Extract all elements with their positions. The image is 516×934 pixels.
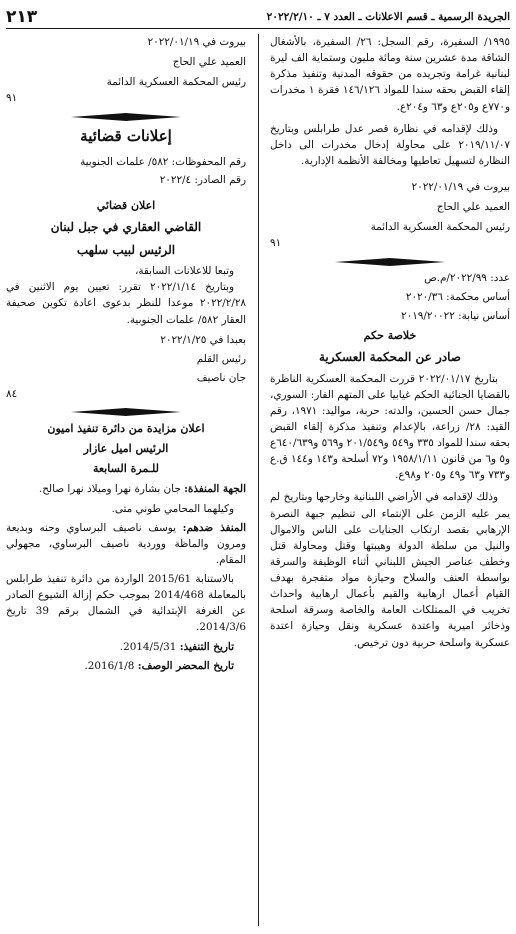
executed-party-value: يوسف ناصيف البرساوي وحنه وبديعة ومرون والماظة ووردية ناصيف البرساوي، مجهولي المقام.: [6, 521, 246, 566]
decision-text: وبتاريخ ٢٠٢٢/١/١٤ تقرر: تعيين يوم الاثنين في ٢٠٢٢/٢/٢٨ موعدا للنظر بدعوى اعادة تكوين صحيفة العقار ٥٨٢/ علمات الجنوبية.: [6, 281, 246, 326]
executed-party-label: المنفذ ضدهم:: [182, 521, 246, 534]
notice-number: ٩١: [270, 237, 282, 250]
president-heading: الرئيس لبيب سلهب: [76, 242, 176, 257]
description-date: [6, 658, 246, 674]
request-text: بالاستنابة 2015/61 الواردة من دائرة تنفيذ طرابلس بالمعاملة 2014/468 بموجب حكم إزالة الشيوع الصادر عن الغرفة الإبتدائية في الشمال برقم 39 تاريخ 2014/3/6.: [6, 573, 246, 634]
verdict-heading: خلاصة حكم: [363, 328, 417, 342]
signature-title: رئيس القلم: [196, 352, 246, 365]
separator-ornament: [6, 113, 246, 121]
page-number: ٢١٣: [6, 6, 38, 27]
section-heading: إعلانات قضائية: [80, 126, 172, 145]
signature-title: رئيس المحكمة العسكرية الدائمة: [370, 221, 510, 234]
signature-date: بيروت في ٢٠٢٢/٠١/١٩: [411, 181, 510, 193]
executed-party: [6, 520, 246, 568]
verdict-reason: وذلك لإقدامه في نظارة قصر عدل طرابلس وبتاريخ ٢٠١٩/١١/٠٧ على محاولة إدخال مخدرات الى داخل النظارة لتسهيل تعاطيها ومخالفة الأنظمة الإدارية.: [270, 122, 510, 167]
column-divider: [258, 34, 259, 926]
archive-number: رقم المحفوظات: ٥٨٢/ علمات الجنوبية: [80, 155, 246, 168]
signature-date: بعبدا في ٢٠٢٢/١/٢٥: [160, 333, 246, 346]
page-header: [6, 6, 510, 29]
signature-title: رئيس المحكمة العسكرية الدائمة: [106, 76, 246, 89]
case-number: عدد: ٢٠٢٢/٩٩/م.ص: [424, 271, 510, 284]
court-basis: أساس محكمة: ٢٠٢٠/٣٦: [405, 290, 510, 303]
signature-name: العميد علي الحاج: [436, 201, 510, 214]
executing-party-label: الجهة المنفذة:: [184, 483, 246, 496]
verdict-subheading: صادر عن المحكمة العسكرية: [319, 349, 461, 364]
left-column: [6, 34, 246, 930]
signature-name: جان ناصيف: [196, 371, 246, 384]
right-column: [270, 34, 510, 930]
description-date-value: 2016/1/8.: [84, 659, 138, 672]
separator-ornament: [6, 408, 246, 416]
separator-ornament: [270, 258, 510, 266]
journal-title: الجريدة الرسمية ـ قسم الاعلانات ـ العدد ٧ ـ ٢٠٢٢/٢/١٠: [266, 10, 510, 23]
issue-number: رقم الصادر: ٢٠٢٢/٤: [159, 173, 246, 186]
executing-party: [6, 481, 246, 497]
execution-date-value: 2014/5/31.: [119, 640, 180, 653]
signature-name: العميد علي الحاج: [172, 56, 246, 69]
judicial-notice-heading: اعلان قضائي: [96, 199, 156, 212]
court-heading: القاضي العقاري في جبل لبنان: [50, 220, 202, 235]
execution-date-label: تاريخ التنفيذ:: [179, 640, 234, 653]
executing-lawyer: وكيلهما المحامي طوني متى.: [111, 502, 234, 515]
follow-up-text: وتبعا للاعلانات السابقة،: [135, 265, 234, 278]
executing-party-value: جان بشارة نهرا وميلاد نهرا صالح.: [38, 483, 185, 496]
auction-heading: اعلان مزايدة من دائرة تنفيذ اميون: [47, 422, 205, 436]
verdict-charges: وذلك لإقدامه في الأراضي اللبنانية وخارجها وبتاريخ لم يمر عليه الزمن على الإنتماء الى تنظيم جبهة النصرة الإرهابي بقصد ارتكاب الجنايات على الناس والاموال والنيل من سلطة الدولة وهيبتها وقتل ومحاولة قتل وخطف عناصر الجيش اللبناني أثناء الوظيفة والسرقة بواسطة العنف والسلاح وحيازة مواد متفجرة بهدف القيام أعمال ارهابية والقيم بأعمال ارهابية واحداث تخريب في الممتلكات العامة والخاصة وسرقة اسلحة وذخائر اميرية واعتدة عسكرية ونقل وحيازة اعتدة عسكرية واسلحة حربية دون ترخيص.: [270, 491, 510, 649]
execution-date: [6, 639, 246, 655]
notice-number: ٨٤: [6, 388, 18, 401]
notice-number: ٩١: [6, 92, 18, 105]
prosecution-basis: أساس نيابة: ٢٠١٩/٢٠٠٢٢: [401, 309, 510, 322]
verdict-continuation: ١٩٩٥/ السفيرة، رقم السجل: ٢٦/ السفيرة، بالأشغال الشاقة مدة عشرين سنة ومائة مليون وستماية الف ليرة لبنانية غرامة وتجريده من حقوقه المدنية وتنفيذ مذكرة إلقاء القبض بحقه سندا للمواد ١٤٦/١٢٦ فقرة ١ مخدرات و٧٧٠ع و٢٠٥ع و٦٣ و٢٠٤ع.: [270, 36, 510, 113]
verdict-body: بتاريخ ٢٠٢٢/٠١/١٧ قررت المحكمة العسكرية الناظرة بالقضايا الجنائية الحكم غيابيا على المتهم الفار: السوري، جمال حسن الحسين، والدته: حربة، مواليد: ١٩٧١، رقم القيد: ٢٨/ زراعة، بالإعدام وتنفيذ مذكرة إلقاء القبض بحقه سندا للمواد ٣٣٥ و٥٤٩ و٢٠١/٥٤٩ و٥٦٩ و٦٤٠/٦٣٩ع و٥ و٦ من قانون ١٩٥٨/١/١١ و٧٢ أسلحة و١٤٣ و١٤٤ ق.ع و٧٣٣ و٦٣ و٤٩ و٢٠٥ و٩٨ع.: [270, 372, 511, 482]
auction-president: الرئيس اميل عازار: [83, 442, 169, 456]
auction-round: للـمرة السابعة: [92, 462, 160, 476]
signature-date: بيروت في ٢٠٢٢/٠١/١٩: [147, 36, 246, 48]
description-date-label: تاريخ المحضر الوصف:: [137, 659, 234, 672]
